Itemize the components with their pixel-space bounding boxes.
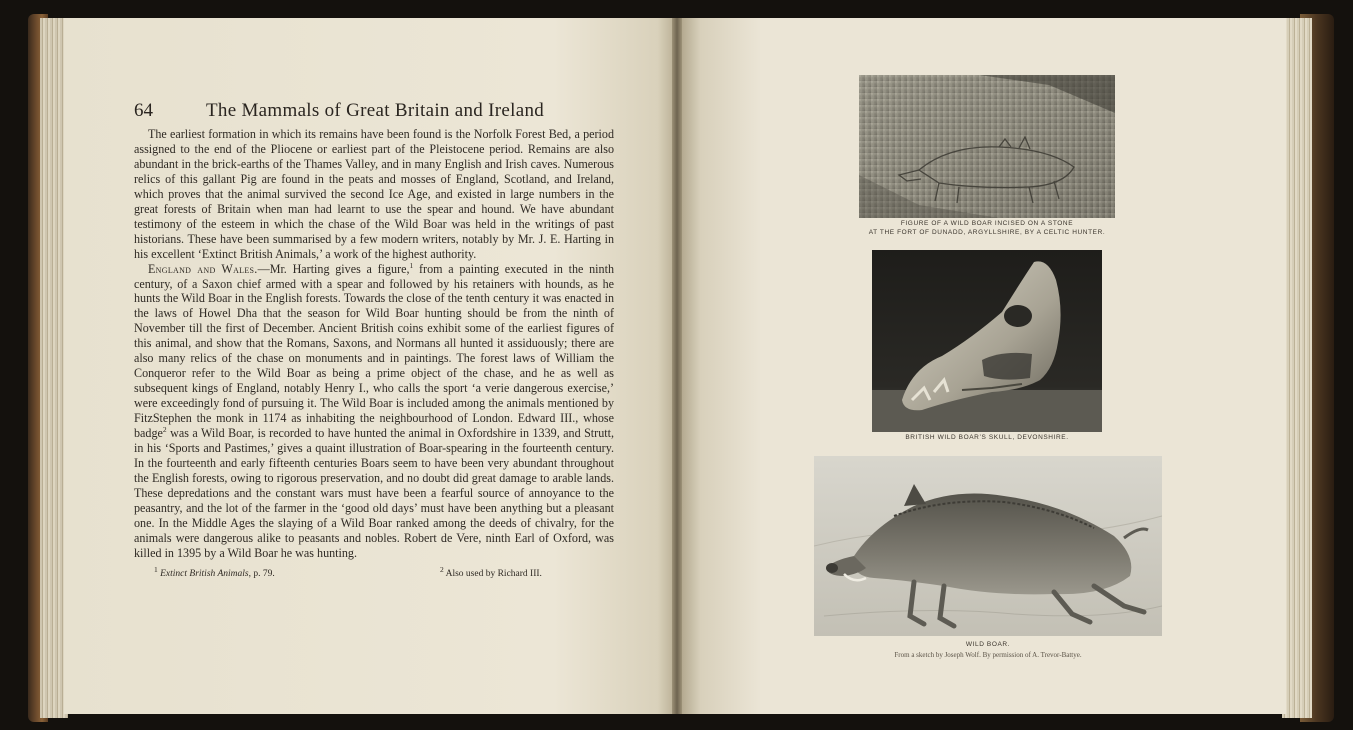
page-header [134, 100, 614, 122]
paragraph-2-text-c: was a Wild Boar, is recorded to have hunted the animal in Oxfordshire in 1339, and Strutt, in his ‘Sports and Pastimes,’ gives a quaint illustration of Boar-spearing in the fourteenth century. In the fourteenth and early fifteenth centuries Boars seem to have been very abundant throughout the English forests, owing to rigorous preservation, and no doubt did great damage to arable lands. These depredations and the constant wars must have been a fearful source of annoyance to the peasantry, and the lot of the farmer in the ‘good old days’ must have been anything but a pleasant one. In the Middle Ages the slaying of a Wild Boar ranked among the deeds of chivalry, for the animals were dangerous alike to peasants and nobles. Robert de Vere, ninth Earl of Oxford, was killed in 1395 by a Wild Boar he was hunting. [134, 426, 614, 560]
book-gutter [672, 18, 682, 714]
footnote-ref-2: 2 [162, 425, 167, 435]
footnote-2-mark: 2 [440, 564, 444, 574]
plate-1-caption-line-2: AT THE FORT OF DUNADD, ARGYLLSHIRE, BY A CELTIC HUNTER. [868, 229, 1106, 236]
boar-skull-photo [872, 250, 1102, 432]
footnote-ref-1: 1 [409, 260, 414, 270]
page-stack-right [1282, 18, 1312, 718]
footnote-2 [440, 564, 542, 579]
stone-carving-photo [859, 75, 1115, 218]
page-number: 64 [134, 100, 153, 121]
running-title: The Mammals of Great Britain and Ireland [206, 100, 545, 121]
paragraph-2 [134, 262, 614, 561]
section-heading: England and Wales. [148, 261, 258, 276]
paragraph-2-text-b: from a painting executed in the ninth century, of a Saxon chief armed with a spear and followed by his retainers with hounds, as he hunts the Wild Boar in the English forests. Towards the close of the tenth century it was enacted in the laws of Howel Dha that the season for Wild Boar hunting should be from the ninth of November till the first of December. Ancient British coins exhibit some of the earliest figures of this animal, and show that the Romans, Saxons, and Normans all hunted it assiduously; there are also many relics of the chase on monuments and in paintings. The forest laws of William the Conqueror refer to the Wild Boar as being a prime object of the chase, and he as well as subsequent kings of England, notably Henry I., who calls the sport ‘a verie dangerous exercise,’ were exceedingly fond of pursuing it. The Wild Boar is included among the animals mentioned by FitzStephen the monk in 1174 as inhabiting the neighbourhood of London. Edward III., whose badge [134, 261, 614, 441]
footnote-1-rest: , p. 79. [248, 569, 275, 579]
footnote-1 [154, 564, 275, 579]
paragraph-1: The earliest formation in which its remains have been found is the Norfolk Forest Bed, a period assigned to the end of the Pliocene or earliest part of the Pleistocene period. Remains are also abundant in the brick-earths of the Thames Valley, and in many English and Irish caves. Numerous relics of this gallant Pig are found in the peats and mosses of England, Scotland, and Ireland, which proves that the animal survived the second Ice Age, and existed in large numbers in the great forests of Britain when man had learnt to use the spear and hound. We have abundant testimony of the esteem in which the chase of the Wild Boar was held in the writings of past historians. These have been summarised by a few modern writers, notably by Mr. J. E. Harting in his excellent ‘Extinct British Animals,’ a work of the highest authority. [134, 127, 614, 261]
footnote-1-mark: 1 [154, 564, 158, 574]
plate-3-caption: WILD BOAR. [965, 641, 1011, 648]
footnotes [154, 564, 604, 585]
footnote-1-title: Extinct British Animals [160, 569, 249, 579]
paragraph-2-text-a: —Mr. Harting gives a figure, [257, 261, 410, 276]
plate-1-caption-line-1: FIGURE OF A WILD BOAR INCISED ON A STONE [900, 220, 1074, 227]
plate-3-credit: From a sketch by Joseph Wolf. By permission of A. Trevor-Battye. [894, 651, 1082, 659]
wild-boar-sketch [814, 456, 1162, 636]
body-text [134, 127, 614, 561]
footnote-2-text: Also used by Richard III. [445, 569, 542, 579]
plate-2-caption: BRITISH WILD BOAR’S SKULL, DEVONSHIRE. [905, 434, 1069, 441]
